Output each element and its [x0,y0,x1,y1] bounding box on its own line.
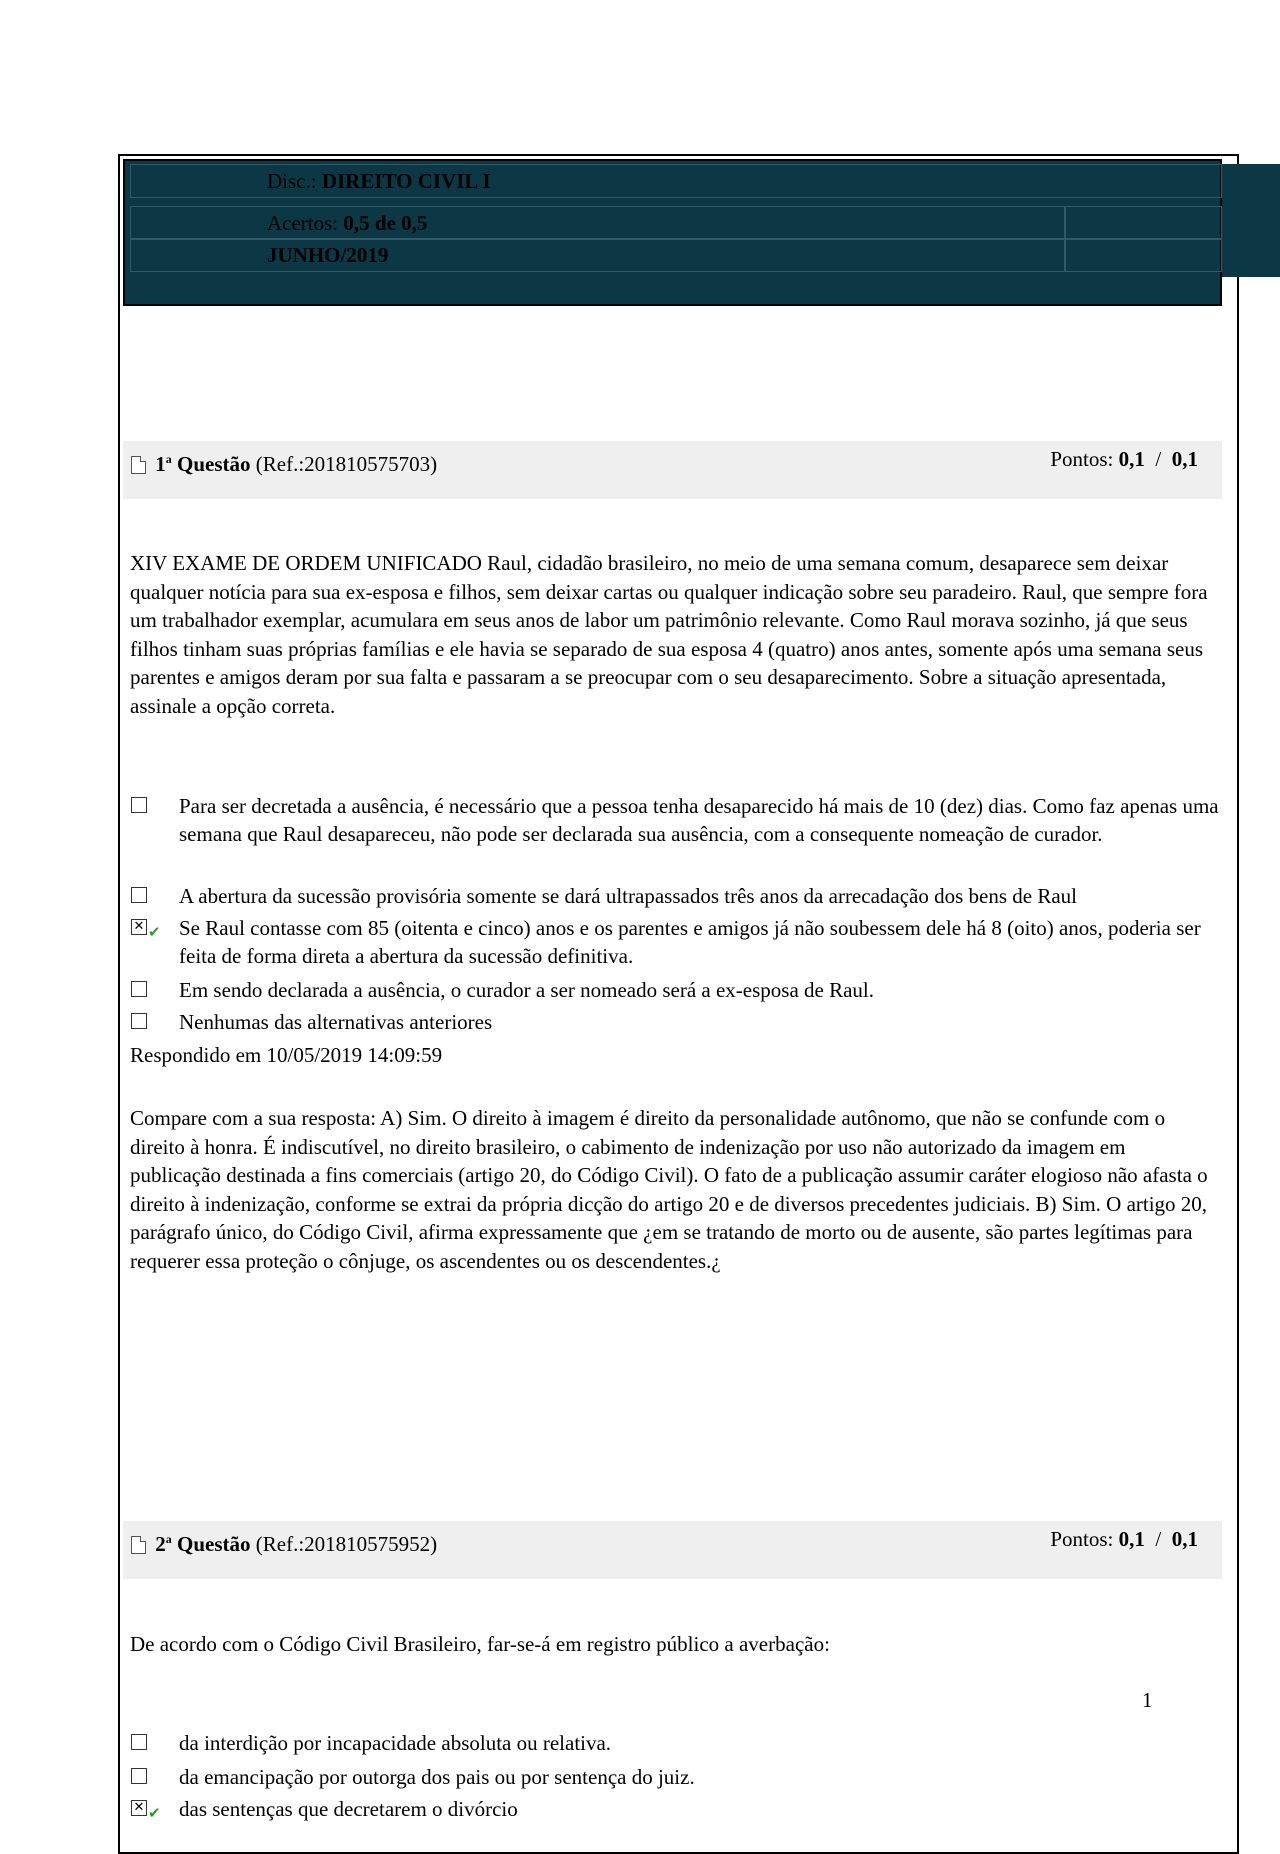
exam-header-overflow [1222,164,1280,277]
option-checkbox[interactable] [131,1768,147,1784]
points-label: Pontos: [1050,447,1114,471]
document-icon [131,1536,146,1554]
score-label: Acertos: [267,211,339,235]
question-1-title [131,442,437,481]
discipline-label: Disc.: [267,169,317,193]
question-2-bar [123,1521,1222,1579]
correct-check-icon: ✔ [148,923,161,941]
question-1-number: 1 [155,452,166,476]
option-text: Se Raul contasse com 85 (oitenta e cinco) anos e os parentes e amigos já não soubessem dele há 8 (oito) anos, poderia ser feita de forma direta a abertura da sucessão definitiva. [179,916,1201,968]
points-got: 0,1 [1118,447,1145,471]
option-text: Em sendo declarada a ausência, o curador a ser nomeado será a ex-esposa de Raul. [179,978,875,1002]
points-got: 0,1 [1118,1527,1145,1551]
points-label: Pontos: [1050,1527,1114,1551]
question-2-title [131,1522,437,1561]
question-1-ordinal: a [165,452,172,466]
page-frame [118,154,1239,1854]
header-score-side-cell [1065,206,1222,240]
option-checkbox[interactable] [131,1013,147,1029]
header-period-side-cell [1065,238,1222,272]
points-max: 0,1 [1171,447,1198,471]
question-1-points [1050,442,1198,476]
question-1-label: Questão [177,452,251,476]
header-row-period [130,238,1065,272]
question-1-ref: (Ref.:201810575703) [255,452,438,476]
correct-check-icon: ✔ [148,1804,161,1822]
question-1-statement: XIV EXAME DE ORDEM UNIFICADO Raul, cidadão brasileiro, no meio de uma semana comum, desaparece sem deixar qualquer notícia para sua ex-esposa e filhos, sem deixar cartas ou qualquer indicação sobre seu paradeiro. Raul, que sempre fora um trabalhador exemplar, acumulara em seus anos de labor um patrimônio relevante. Como Raul morava sozinho, já que seus filhos tinham suas próprias famílias e ele havia se separado de sua esposa 4 (quatro) anos antes, somente após uma semana seus parentes e amigos deram por sua falta e passaram a se preocupar com o seu desaparecimento. Sobre a situação apresentada, assinale a opção correta. [130,551,1208,718]
option-checkbox[interactable] [131,1734,147,1750]
question-2-label: Questão [177,1532,251,1556]
option-checkbox-checked[interactable]: ✕ [131,1800,147,1816]
option-text: Nenhumas das alternativas anteriores [179,1010,493,1034]
header-row-discipline [130,164,1222,198]
option-checkbox[interactable] [131,981,147,997]
question-2-ordinal: a [165,1532,172,1546]
points-separator: / [1155,447,1162,471]
document-icon [131,456,146,474]
option-text: das sentenças que decretarem o divórcio [179,1797,518,1821]
option-checkbox[interactable] [131,797,147,813]
header-row-score [130,206,1065,240]
question-1-compare-answer: Compare com a sua resposta: A) Sim. O direito à imagem é direito da personalidade autônomo, que não se confunde com o direito à honra. É indiscutível, no direito brasileiro, o cabimento de indenização por uso não autorizado da imagem em publicação destinada a fins comerciais (artigo 20, do Código Civil). O fato de a publicação assumir caráter elogioso não afasta o direito à indenização, conforme se extrai da própria dicção do artigo 20 e de diversos precedentes judiciais. B) Sim. O artigo 20, parágrafo único, do Código Civil, afirma expressamente que ¿em se tratando de morto ou de ausente, são partes legítimas para requerer essa proteção o cônjuge, os ascendentes ou os descendentes.¿ [130,1106,1208,1273]
discipline-value: DIREITO CIVIL I [321,169,491,193]
option-checkbox[interactable] [131,887,147,903]
question-1-bar [123,441,1222,499]
option-text: da emancipação por outorga dos pais ou por sentença do juiz. [179,1765,695,1789]
points-max: 0,1 [1171,1527,1198,1551]
question-2-ref: (Ref.:201810575952) [255,1532,438,1556]
option-text: Para ser decretada a ausência, é necessário que a pessoa tenha desaparecido há mais de 10 (dez) dias. Como faz apenas uma semana que Raul desapareceu, não pode ser declarada sua ausência, com a consequente nomeação de curador. [179,794,1219,846]
question-2-number: 2 [155,1532,166,1556]
option-checkbox-checked[interactable]: ✕ [131,919,147,935]
option-text: da interdição por incapacidade absoluta ou relativa. [179,1731,612,1755]
question-1-answered-timestamp: Respondido em 10/05/2019 14:09:59 [130,1043,443,1067]
score-value: 0,5 de 0,5 [343,211,428,235]
period-value: JUNHO/2019 [267,243,389,267]
question-2-statement: De acordo com o Código Civil Brasileiro, far-se-á em registro público a averbação: [130,1632,830,1656]
page-number: 1 [1142,1688,1153,1712]
question-2-points [1050,1522,1198,1556]
option-text: A abertura da sucessão provisória somente se dará ultrapassados três anos da arrecadação dos bens de Raul [179,884,1078,908]
points-separator: / [1155,1527,1162,1551]
